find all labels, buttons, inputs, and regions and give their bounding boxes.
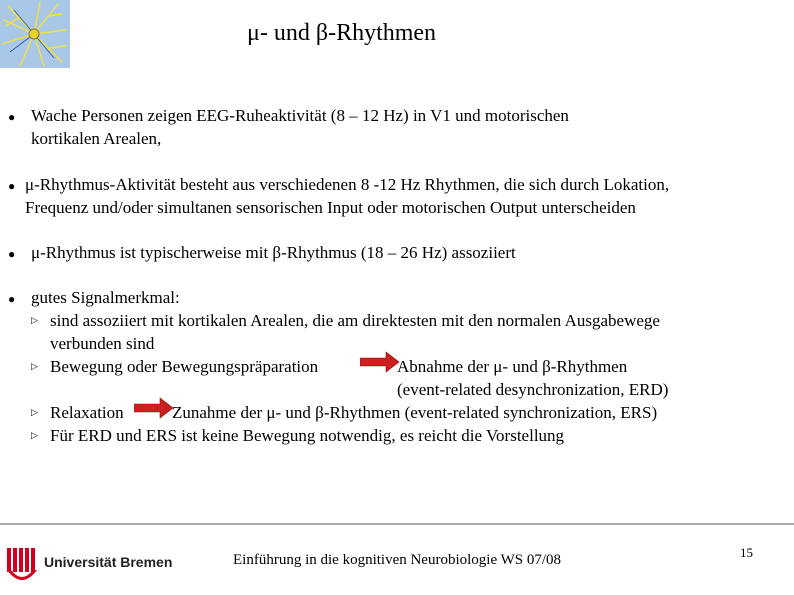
red-arrow-icon <box>360 351 400 373</box>
university-logo-icon <box>5 544 39 584</box>
triangle-bullet-icon: ▷ <box>31 315 38 325</box>
footer-divider <box>0 523 794 525</box>
bullet-text: gutes Signalmerkmal: <box>31 288 180 307</box>
triangle-bullet-icon: ▷ <box>31 361 38 371</box>
neuron-icon <box>0 0 70 68</box>
bullet-text: μ-Rhythmus ist typischerweise mit β-Rhythmus (18 – 26 Hz) assoziiert <box>31 243 516 262</box>
sub-bullet-text: Zunahme der μ- und β-Rhythmen (event-related synchronization, ERS) <box>172 403 658 422</box>
bullet-dot-icon: ● <box>8 110 16 124</box>
bullet-text: Wache Personen zeigen EEG-Ruheaktivität (8 – 12 Hz) in V1 und motorischen <box>31 106 569 125</box>
sub-bullet-text: (event-related desynchronization, ERD) <box>397 380 669 399</box>
sub-bullet-text: Relaxation <box>50 403 124 422</box>
sub-bullet-text: verbunden sind <box>50 334 155 353</box>
sub-bullet-text: Abnahme der μ- und β-Rhythmen <box>397 357 628 376</box>
bullet-dot-icon: ● <box>8 179 16 193</box>
sub-bullet-text: Bewegung oder Bewegungspräparation <box>50 357 319 376</box>
sub-bullet-text: Für ERD und ERS ist keine Bewegung notwendig, es reicht die Vorstellung <box>50 426 565 445</box>
slide-title: μ- und β-Rhythmen <box>247 20 437 46</box>
triangle-bullet-icon: ▷ <box>31 407 38 417</box>
red-arrow-icon <box>134 397 174 419</box>
bullet-text: μ-Rhythmus-Aktivität besteht aus verschiedenen 8 -12 Hz Rhythmen, die sich durch Lokation, <box>25 175 670 194</box>
sub-bullet-text: sind assoziiert mit kortikalen Arealen, die am direktesten mit den normalen Ausgabewege <box>50 311 660 330</box>
bullet-dot-icon: ● <box>8 292 16 306</box>
bullet-text: kortikalen Arealen, <box>31 129 162 148</box>
page-number: 15 <box>740 545 753 560</box>
course-title: Einführung in die kognitiven Neurobiologie WS 07/08 <box>233 552 562 568</box>
bullet-text: Frequenz und/oder simultanen sensorischen Input oder motorischen Output unterscheiden <box>25 198 636 217</box>
triangle-bullet-icon: ▷ <box>31 430 38 440</box>
university-name: Universität Bremen <box>44 554 173 570</box>
bullet-dot-icon: ● <box>8 247 16 261</box>
